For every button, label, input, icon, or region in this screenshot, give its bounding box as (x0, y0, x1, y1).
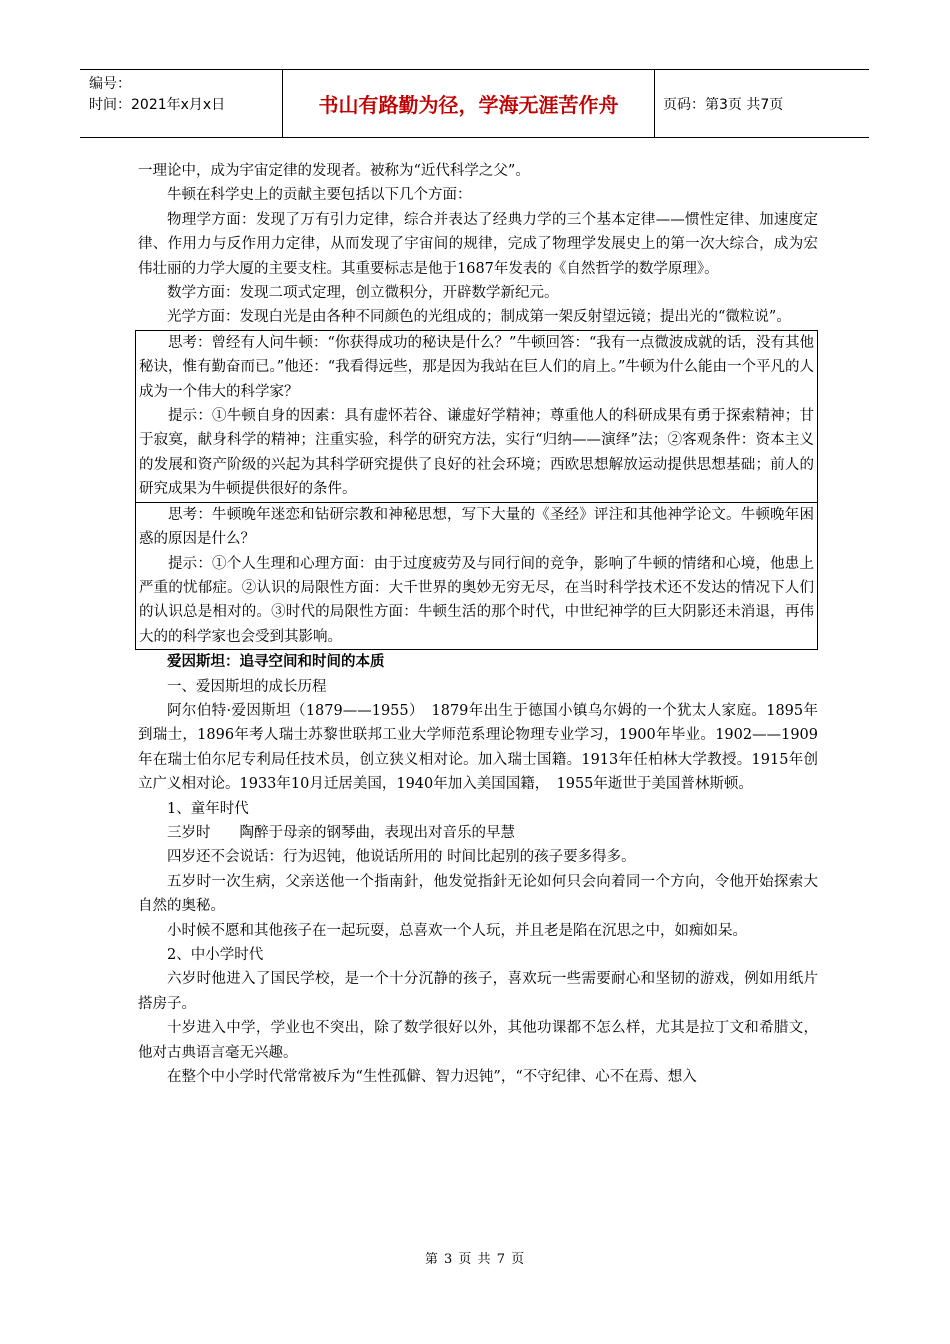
number-label: 编号： (89, 76, 131, 92)
paragraph: 小时候不愿和其他孩子在一起玩耍，总喜欢一个人玩，并且老是陷在沉思之中，如痴如呆。 (167, 922, 747, 939)
paragraph: 阿尔伯特·爱因斯坦（1879——1955） 1879年出生于德国小镇乌尔姆的一个犹太人家庭。1895年到瑞士，1896年考人瑞士苏黎世联邦工业大学师范系理论物理专业学习，1900年毕业。1902——1909年在瑞士伯尔尼专利局任技术员，创立狭义相对论。加入瑞士国籍。1913年任柏林大学教授。1915年创立广义相对论。1933年10月迁居美国，1940年加入美国国籍， 1955年逝世于美国普林斯顿。 (138, 702, 818, 793)
paragraph: 十岁进入中学，学业也不突出，除了数学很好以外，其他功课都不怎么样，尤其是拉丁文和希腊文，他对古典语言毫无兴趣。 (138, 1020, 818, 1061)
paragraph: 三岁时 陶醉于母亲的钢琴曲，表现出对音乐的早慧 (167, 824, 515, 841)
paragraph: 四岁还不会说话：行为迟钝，他说话所用的 时间比起别的孩子要多得多。 (167, 849, 636, 866)
paragraph: 数学方面：发现二项式定理，创立微积分，开辟数学新纪元。 (167, 285, 559, 302)
header-motto: 书山有路勤为径，学海无涯苦作舟 (283, 70, 655, 137)
document-body (138, 159, 818, 1089)
page-footer: 第 3 页 共 7 页 (424, 1252, 526, 1267)
paragraph: 1、童年时代 (167, 800, 249, 817)
section-title: 爱因斯坦：追寻空间和时间的本质 (167, 654, 385, 671)
header-page-label: 页码：第3页 共7页 (663, 96, 784, 113)
think-question: 思考：曾经有人问牛顿：“你获得成功的秘诀是什么？”牛顿回答：“我有一点微波成就的话，没有其他秘诀，惟有勤奋而已。”他还：“我看得远些，那是因为我站在巨人们的肩上。”牛顿为什么能由一个平凡的人成为一个伟大的科学家？ (139, 334, 814, 400)
date-line: 时间：2021年x月x日 (89, 97, 226, 113)
paragraph: 一、爱因斯坦的成长历程 (167, 678, 327, 695)
paragraph: 2、中小学时代 (167, 947, 264, 963)
think-hint: 提示：①牛顿自身的因素：具有虚怀若谷、谦虚好学精神；尊重他人的科研成果有勇于探索精神；甘于寂寞，献身科学的精神；注重实验，科学的研究方法，实行“归纳——演绎”法；②客观条件：资本主义的发展和资产阶级的兴起为其科学研究提供了良好的社会环境；西欧思想解放运动提供思想基础；前人的研究成果为牛顿提供很好的条件。 (139, 408, 814, 498)
paragraph: 在整个中小学时代常常被斥为“生性孤僻、智力迟钝”，“不守纪律、心不在焉、想入 (167, 1069, 697, 1086)
paragraph: 五岁时一次生病，父亲送他一个指南針，他发觉指針无论如何只会向着同一个方向，令他开始探索大自然的奥秘。 (138, 873, 818, 915)
paragraph: 牛顿在科学史上的贡献主要包括以下几个方面： (167, 187, 472, 204)
think-hint: 提示：①个人生理和心理方面：由于过度疲劳及与同行间的竞争，影响了牛顿的情绪和心境，他患上严重的忧郁症。②认识的局限性方面：大千世界的奥妙无穷无尽，在当时科学技术还不发达的情况下人们的认识总是相对的。③时代的局限性方面：牛顿生活的那个时代，中世纪神学的巨大阴影还未消退，再伟大的的科学家也会受到其影响。 (139, 555, 814, 645)
paragraph: 物理学方面：发现了万有引力定律，综合并表达了经典力学的三个基本定律——惯性定律、加速度定律、作用力与反作用力定律，从而发现了宇宙间的规律，完成了物理学发展史上的第一次大综合，成为宏伟壮丽的力学大厦的主要支柱。其重要标志是他于1687年发表的《自然哲学的数学原理》。 (138, 211, 818, 277)
think-question: 思考：牛顿晚年迷恋和钻研宗教和神秘思想，写下大量的《圣经》评注和其他神学论文。牛顿晚年困惑的原因是什么？ (139, 506, 814, 548)
paragraph: 一理论中，成为宇宙定律的发现者。被称为“近代科学之父”。 (138, 163, 530, 179)
think-box-2 (135, 503, 818, 650)
page-header (80, 69, 869, 138)
paragraph: 六岁时他进入了国民学校，是一个十分沉静的孩子，喜欢玩一些需要耐心和坚韧的游戏，例如用纸片搭房子。 (138, 971, 818, 1012)
paragraph: 光学方面：发现白光是由各种不同颜色的光组成的；制成第一架反射望远镜；提出光的“微粒说”。 (167, 309, 791, 326)
header-meta (80, 70, 283, 137)
think-box-1 (135, 330, 818, 503)
